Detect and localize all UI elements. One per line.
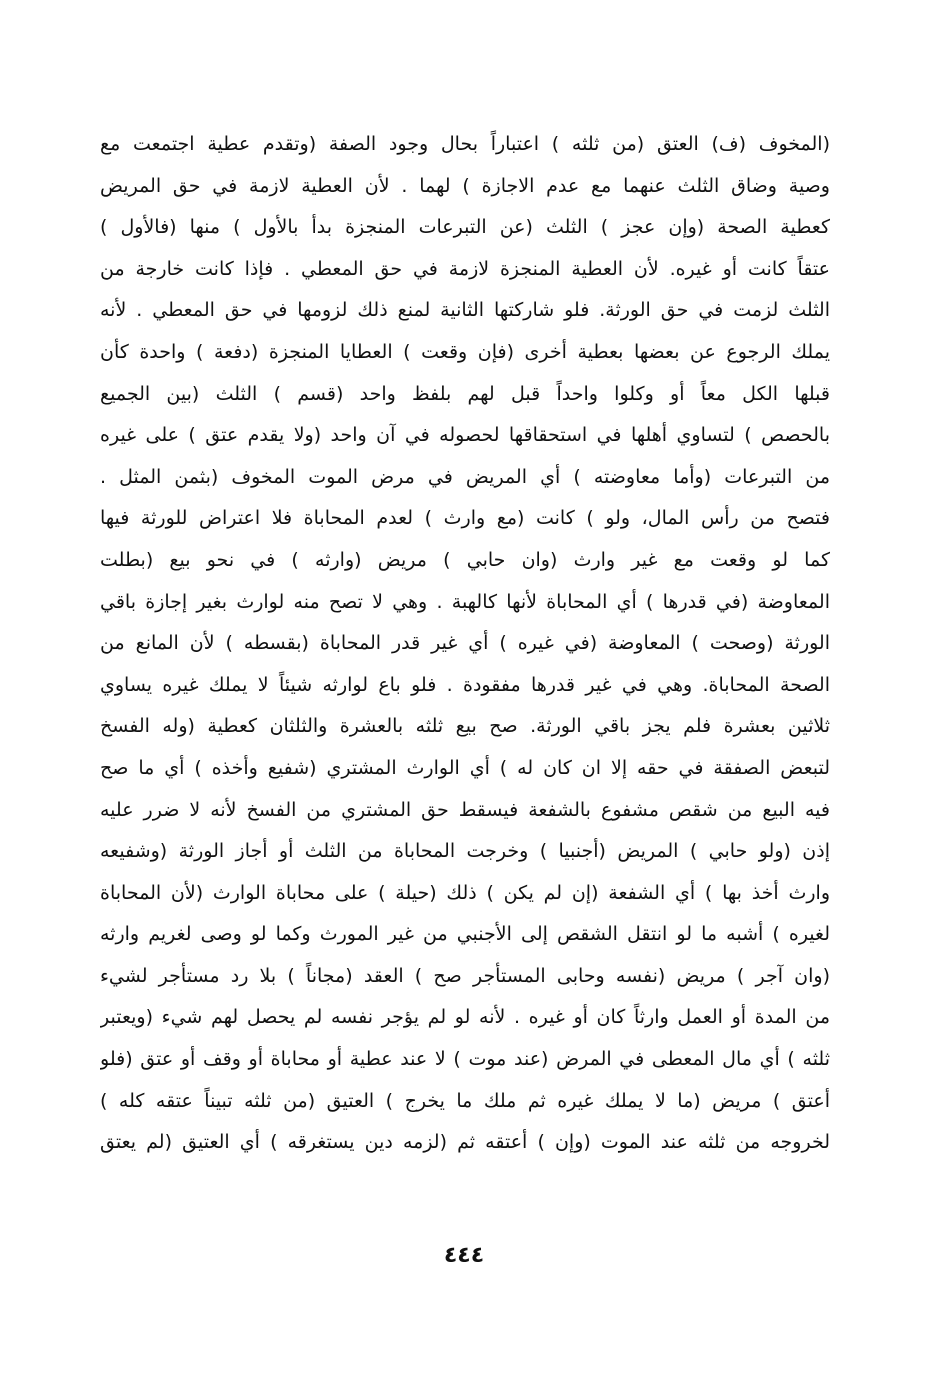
text-line: كعطية الصحة (وإن عجز ) الثلث (عن التبرعات المنجزة بدأ بالأول ) منها (فالأول ) (100, 216, 830, 239)
text-line: عتقاً كانت أو غيره. لأن العطية المنجزة لازمة في حق المعطي . فإذا كانت خارجة من (100, 257, 830, 280)
text-line: (المخوف (ف) العتق (من ثلثه ) اعتباراً بحال وجود الصفة (وتقدم عطية اجتمعت مع (100, 133, 830, 155)
text-line: ثلثه ) أي مال المعطى في المرض (عند موت ) لا عند عطية أو محاباة أو وقف أو عتق (فلو (100, 1048, 830, 1071)
text-line: لتبعض الصفقة في حقه إلا ان كان له ) أي الوارث المشتري (شفيع وأخذه ) أي ما صح (100, 756, 830, 779)
page-number: ٤٤٤ (443, 1243, 485, 1268)
text-line: لخروجه من ثلثه عند الموت (وإن ) أعتقه ثم (لزمه دين يستغرقه ) أي العتيق (لم يعتق (100, 1131, 830, 1154)
text-line: فتصح من رأس المال، ولو ) كانت (مع وارث ) لعدم المحاباة فلا اعتراض للورثة فيها (100, 507, 830, 530)
text-line: أعتق ) مريض (ما لا يملك غيره ثم ملك ما يخرج ) العتيق (من ثلثه تبيناً عتقه كله ) (100, 1089, 830, 1112)
text-line: الصحة المحاباة. وهي في غير قدرها مفقودة . فلو باع لوارثه شيئاً لا يملك غيره يساوي (100, 673, 830, 696)
text-line: كما لو وقعت مع غير وارث (وان حابي ) مريض (وارثه ) في نحو بيع (بطلت (100, 548, 830, 571)
text-line: من المدة أو العمل وارثاً كان أو غيره . لأنه لو لم يؤجر نفسه لم يحصل لهم شيء (ويعتبر (100, 1006, 830, 1029)
text-line: لغيره ) أشبه ما لو انتقل الشقص إلى الأجنبي من غير المورث وكما لو وصى لغريم وارثه (100, 923, 830, 946)
text-line: وصية وضاق الثلث عنهما مع عدم الاجازة ) لهما . لأن العطية لازمة في حق المريض (100, 174, 830, 197)
text-line: فيه البيع من شقص مشفوع بالشفعة فيسقط حق المشتري من الفسخ لأنه لا ضرر عليه (100, 798, 830, 821)
text-line: الورثة (وصحت ) المعاوضة (في غيره ) أي غير قدر المحاباة (بقسطه ) لأن المانع من (100, 632, 830, 655)
text-line: قبلها الكل معاً أو وكلوا واحداً قبل لهم بلفظ واحد (قسم ) الثلث (بين الجميع (100, 382, 830, 405)
text-line: الثلث لزمت في حق الورثة. فلو شاركتها الثانية لمنع ذلك لزومها في حق المعطي . لأنه (100, 299, 830, 322)
text-line: وارث أخذ بها ) أي الشفعة (إن لم يكن ) ذلك (حيلة ) على محاباة الوارث (لأن المحاباة (100, 881, 830, 904)
text-line: (وان آجر ) مريض (نفسه وحابى المستأجر صح ) العقد (مجاناً ) بلا رد مستأجر لشيء (100, 964, 830, 987)
text-line: إذن (ولو حابي ) المريض (أجنبيا ) وخرجت المحاباة من الثلث أو أجاز الورثة (وشفيعه (100, 840, 830, 863)
text-line: المعاوضة (في قدرها ) أي المحاباة لأنها كالهبة . وهي لا تصح منه لوارث بغير إجازة باقي (100, 590, 830, 613)
text-line: بالحصص ) لتساوي أهلها في استحقاقها لحصوله في آن واحد (ولا يقدم عتق ) على غيره (100, 424, 830, 447)
body-text (100, 124, 830, 1164)
text-line: ثلاثين بعشرة فلم يجز باقي الورثة. صح بيع ثلثه بالعشرة والثلثان كعطية (وله الفسخ (100, 715, 830, 738)
text-line: من التبرعات (وأما معاوضته ) أي المريض في مرض الموت المخوف (بثمن المثل . (100, 465, 830, 488)
text-line: يملك الرجوع عن بعضها بعطية أخرى (فإن وقعت ) العطايا المنجزة (دفعة ) واحدة كأن (100, 340, 830, 363)
